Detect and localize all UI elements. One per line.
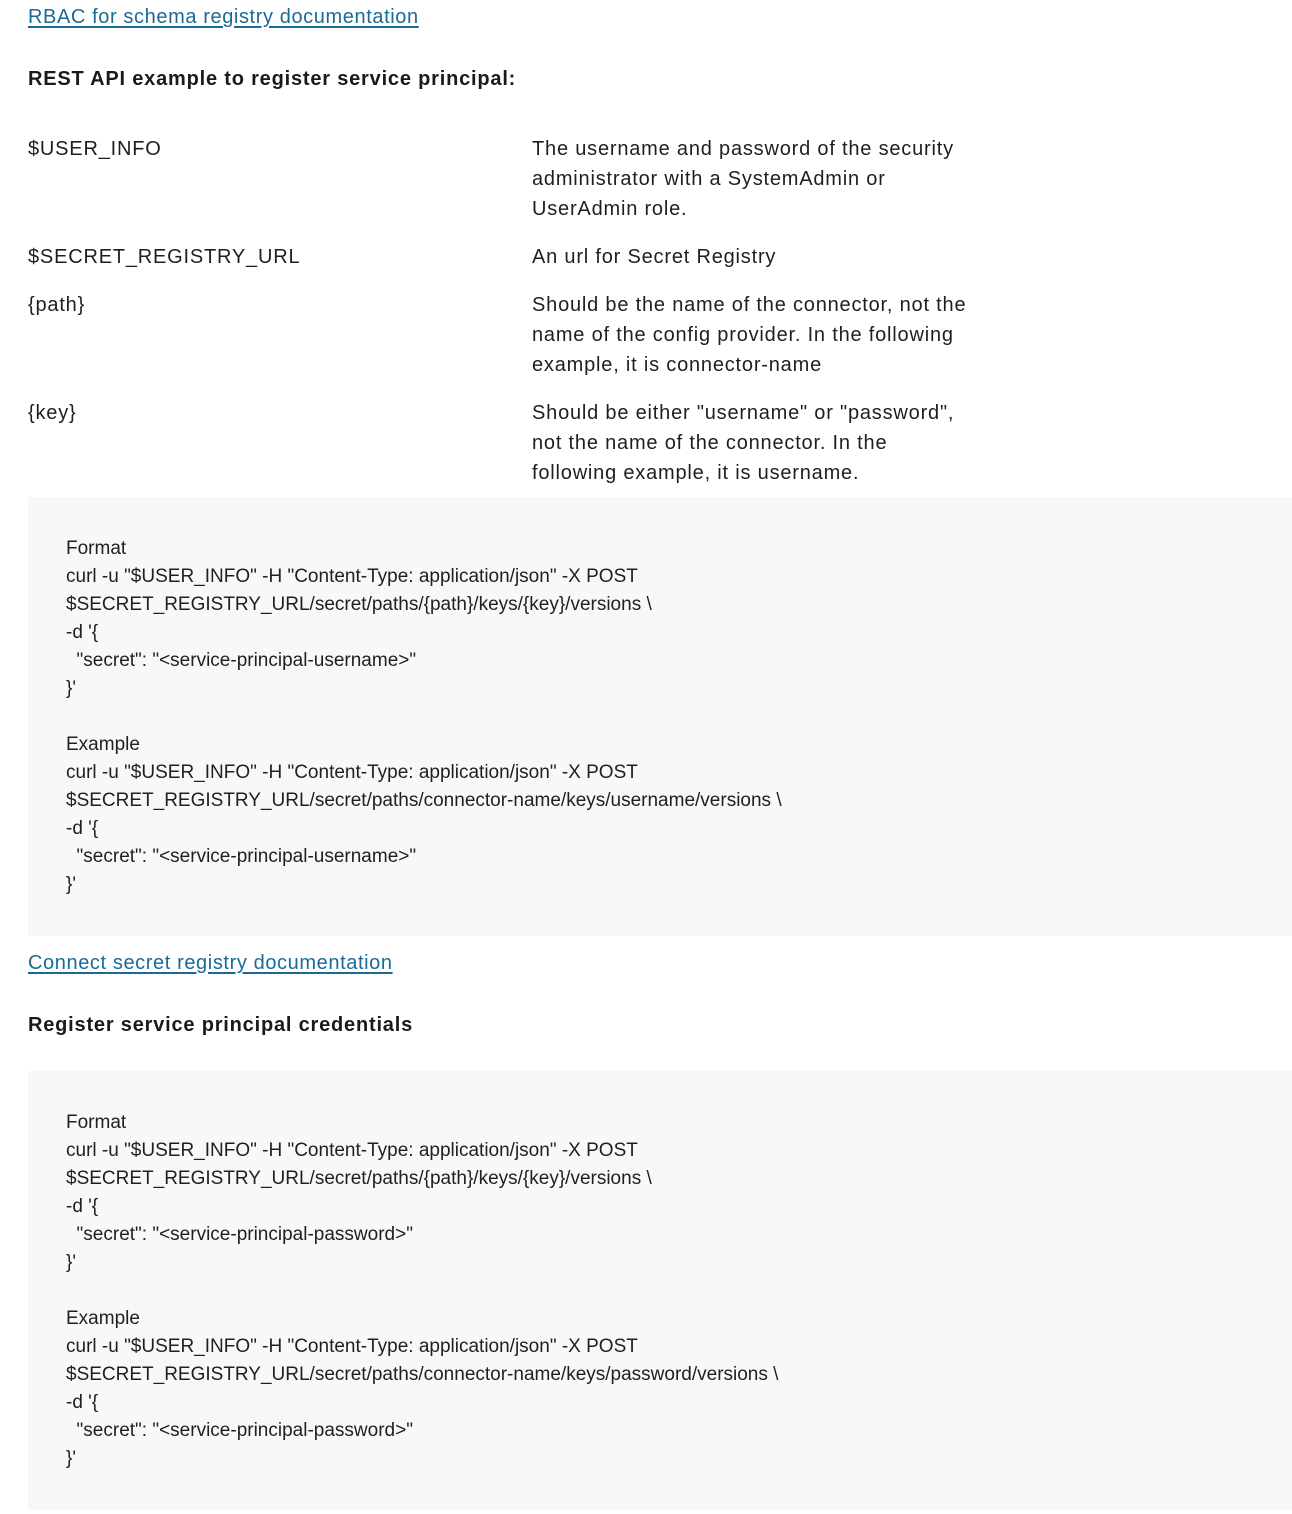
code-block-password[interactable] <box>28 1071 1292 1510</box>
code-line: $SECRET_REGISTRY_URL/secret/paths/{path}/keys/{key}/versions \ <box>66 1168 652 1189</box>
code-block-username[interactable] <box>28 497 1292 936</box>
description-line: Should be the name of the connector, not the <box>532 294 967 316</box>
code-line: }' <box>66 678 76 699</box>
code-line: curl -u "$USER_INFO" -H "Content-Type: application/json" -X POST <box>66 762 638 783</box>
parameter-description <box>532 290 1032 380</box>
code-line: Format <box>66 1112 127 1133</box>
parameter-description <box>532 398 1032 488</box>
code-line: }' <box>66 1252 76 1273</box>
parameter-description <box>532 242 1032 272</box>
description-line: UserAdmin role. <box>532 198 688 220</box>
rbac-schema-registry-link[interactable]: RBAC for schema registry documentation <box>28 6 419 28</box>
code-line: "secret": "<service-principal-username>" <box>66 650 417 671</box>
description-line: The username and password of the security <box>532 138 954 160</box>
code-line: curl -u "$USER_INFO" -H "Content-Type: application/json" -X POST <box>66 1140 638 1161</box>
code-line: $SECRET_REGISTRY_URL/secret/paths/connector-name/keys/password/versions \ <box>66 1364 779 1385</box>
code-line: -d '{ <box>66 1196 99 1217</box>
description-line: following example, it is username. <box>532 462 860 484</box>
description-line: name of the config provider. In the following <box>532 324 954 346</box>
code-line <box>66 703 1292 731</box>
register-credentials-heading: Register service principal credentials <box>28 1014 414 1036</box>
description-line: not the name of the connector. In the <box>532 432 888 454</box>
rest-api-example-heading: REST API example to register service principal: <box>28 68 517 90</box>
description-line: An url for Secret Registry <box>532 246 777 268</box>
code-line: Example <box>66 1308 140 1329</box>
code-line: -d '{ <box>66 1392 99 1413</box>
code-line: }' <box>66 874 76 895</box>
parameter-name: $SECRET_REGISTRY_URL <box>28 246 301 268</box>
description-line: administrator with a SystemAdmin or <box>532 168 886 190</box>
code-line: -d '{ <box>66 818 99 839</box>
code-line: "secret": "<service-principal-password>" <box>66 1224 413 1245</box>
code-line: $SECRET_REGISTRY_URL/secret/paths/{path}/keys/{key}/versions \ <box>66 594 652 615</box>
connect-secret-registry-link[interactable]: Connect secret registry documentation <box>28 952 393 974</box>
code-line: Example <box>66 734 140 755</box>
description-line: example, it is connector-name <box>532 354 822 376</box>
code-line: curl -u "$USER_INFO" -H "Content-Type: application/json" -X POST <box>66 566 638 587</box>
code-line: -d '{ <box>66 622 99 643</box>
code-line: "secret": "<service-principal-password>" <box>66 1420 413 1441</box>
parameter-name: $USER_INFO <box>28 138 162 160</box>
code-line: $SECRET_REGISTRY_URL/secret/paths/connector-name/keys/username/versions \ <box>66 790 782 811</box>
code-line: Format <box>66 538 127 559</box>
description-line: Should be either "username" or "password", <box>532 402 955 424</box>
code-line: }' <box>66 1448 76 1469</box>
parameter-description <box>532 134 1032 224</box>
code-line: "secret": "<service-principal-username>" <box>66 846 417 867</box>
code-line: curl -u "$USER_INFO" -H "Content-Type: application/json" -X POST <box>66 1336 638 1357</box>
code-line <box>66 1277 1292 1305</box>
parameter-name: {path} <box>28 294 86 316</box>
parameter-name: {key} <box>28 402 77 424</box>
